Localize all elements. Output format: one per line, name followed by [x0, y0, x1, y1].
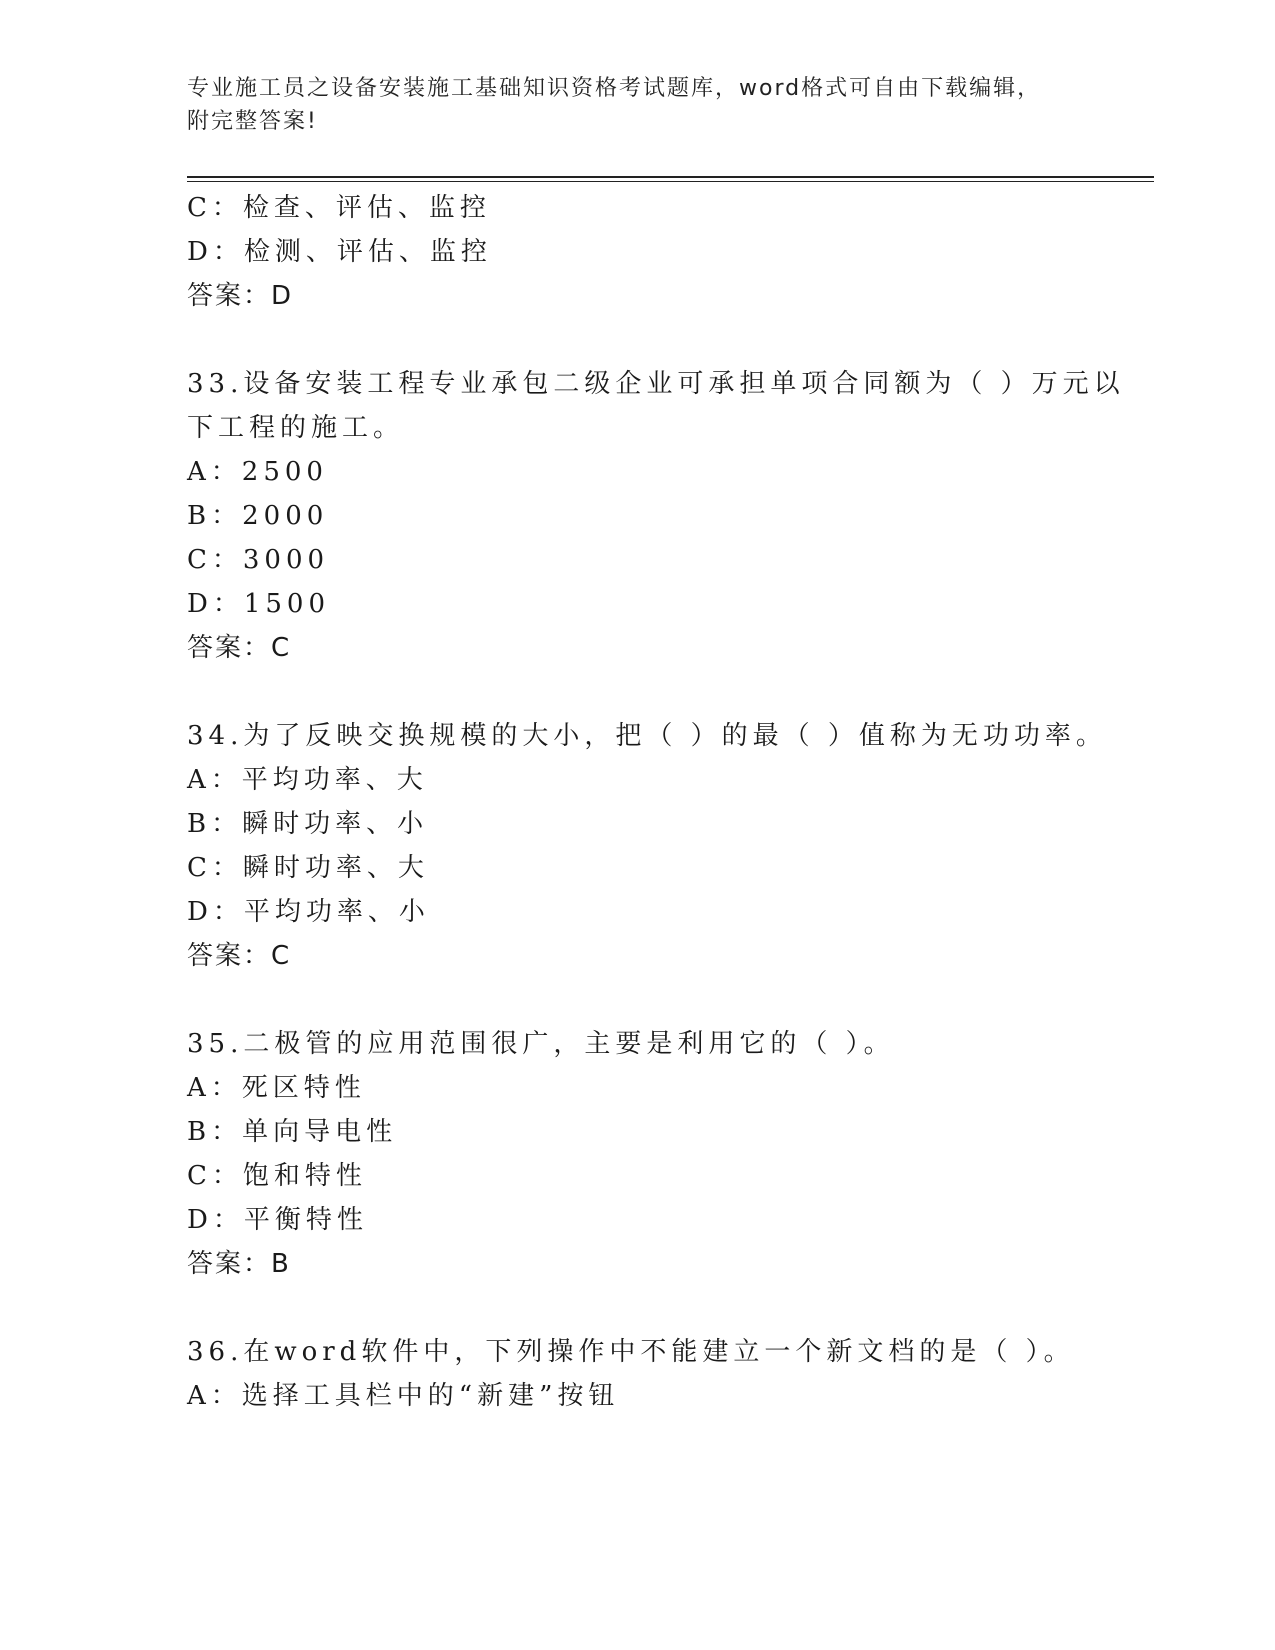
prev-option-c: C：检查、评估、监控 [187, 193, 491, 223]
q34-option-a: A：平均功率、大 [187, 765, 428, 795]
q34-option-c: C：瞬时功率、大 [187, 853, 429, 883]
q33-answer: 答案：C [187, 633, 292, 663]
header-rule-thick [187, 176, 1154, 178]
header-line-1: 专业施工员之设备安装施工基础知识资格考试题库，word格式可自由下载编辑， [187, 76, 1042, 101]
q33-option-a: A：2500 [187, 457, 328, 487]
q33-stem-line-2: 下工程的施工。 [187, 413, 405, 443]
prev-answer: 答案：D [187, 281, 294, 311]
q35-stem-line-1: 35.二极管的应用范围很广，主要是利用它的（ ）。 [187, 1029, 895, 1059]
q36-option-a: A：选择工具栏中的“新建”按钮 [187, 1381, 620, 1411]
q36-stem-line-1: 36.在word软件中，下列操作中不能建立一个新文档的是（ ）。 [187, 1337, 1075, 1367]
q34-option-d: D：平均功率、小 [187, 897, 430, 927]
header-rule-thin [187, 181, 1154, 182]
q34-answer: 答案：C [187, 941, 292, 971]
q33-option-b: B：2000 [187, 501, 329, 531]
q33-option-d: D：1500 [187, 589, 331, 619]
q33-stem-line-1: 33.设备安装工程专业承包二级企业可承担单项合同额为（ ）万元以 [187, 369, 1125, 399]
q34-option-b: B：瞬时功率、小 [187, 809, 429, 839]
prev-option-d: D：检测、评估、监控 [187, 237, 492, 267]
q35-option-d: D：平衡特性 [187, 1205, 368, 1235]
q35-option-a: A：死区特性 [187, 1073, 366, 1103]
q35-option-b: B：单向导电性 [187, 1117, 398, 1147]
q35-answer: 答案：B [187, 1249, 291, 1279]
document-header [187, 72, 1067, 138]
q34-stem-line-1: 34.为了反映交换规模的大小，把（ ）的最（ ）值称为无功功率。 [187, 721, 1107, 751]
header-line-2: 附完整答案! [187, 109, 318, 134]
q33-option-c: C：3000 [187, 545, 330, 575]
q35-option-c: C：饱和特性 [187, 1161, 367, 1191]
